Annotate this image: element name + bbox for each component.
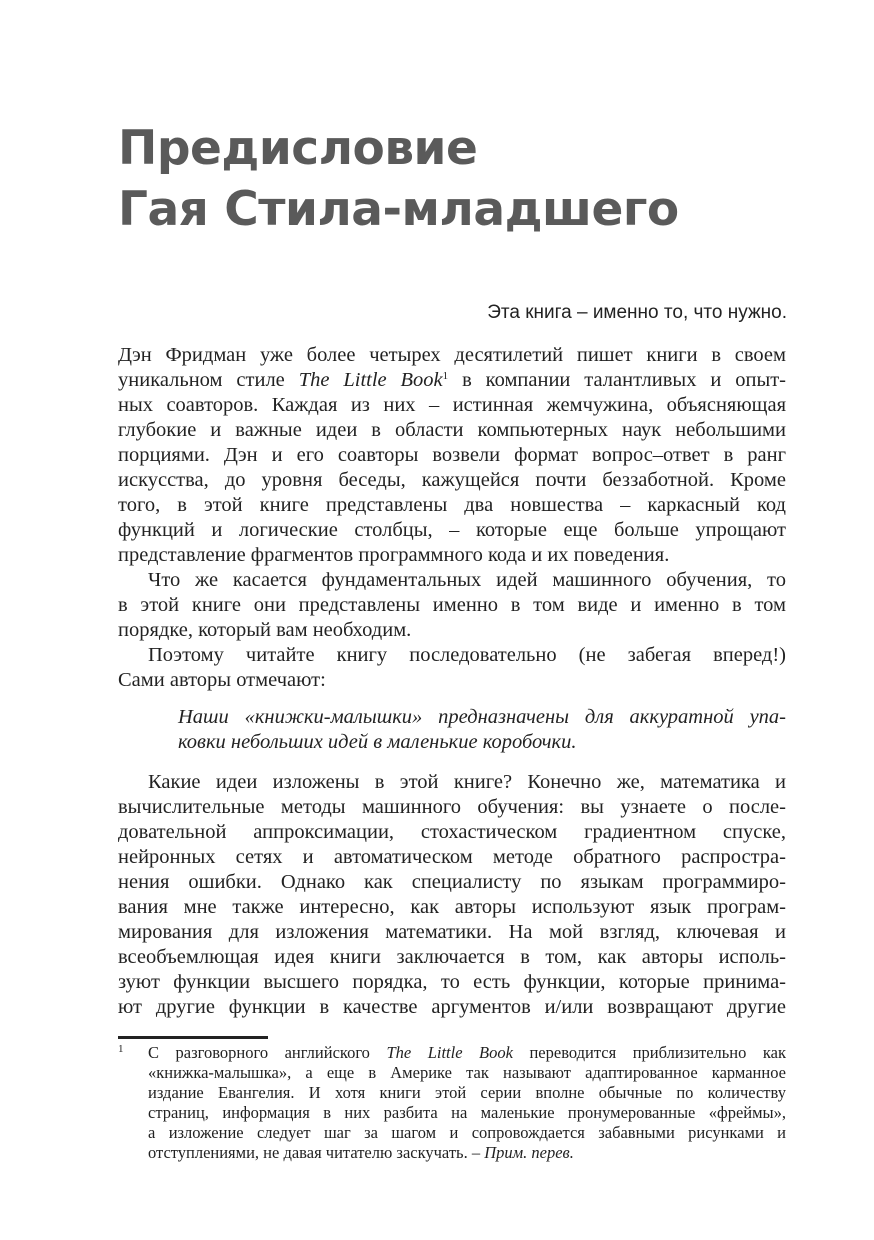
text-line — [118, 368, 786, 393]
book-title: The Little Book — [386, 1043, 513, 1062]
text-line: искусства, до уровня беседы, кажущейся почти беззаботной. Кроме — [118, 469, 786, 491]
text-line — [148, 1043, 786, 1063]
text-line: ют другие функции в качестве аргументов и/или возвращают другие — [118, 996, 786, 1018]
epigraph: Эта книга – именно то, что нужно. — [487, 302, 787, 323]
text-line: нения ошибки. Однако как специалисту по языкам программиро- — [118, 871, 786, 893]
spacer — [118, 755, 786, 770]
text-line: вания мне также интересно, как авторы используют язык програм- — [118, 896, 786, 918]
text-line: Наши «книжки-малышки» предназначены для аккуратной упа- — [178, 706, 786, 728]
text-line: а изложение следует шаг за шагом и сопровождается забавными рисунками и — [148, 1123, 786, 1142]
footnote-ref[interactable]: 1 — [442, 370, 449, 382]
text-line: ковки небольших идей в маленькие коробочки. — [178, 731, 577, 753]
paragraph-2 — [118, 568, 786, 643]
text-run: в компании талантливых и опыт- — [448, 369, 787, 391]
text-line — [148, 1143, 786, 1163]
text-line: функций и логические столбцы, – которые еще больше упрощают — [118, 519, 786, 541]
text-line: Сами авторы отмечают: — [118, 669, 326, 691]
text-line: Дэн Фридман уже более четырех десятилетий пишет книги в своем — [118, 344, 786, 366]
translator-note: Прим. перев. — [484, 1143, 574, 1162]
text-line: Что же касается фундаментальных идей машинного обучения, то — [148, 569, 786, 591]
text-run: переводится приблизительно как — [512, 1043, 786, 1062]
text-line: довательной аппроксимации, стохастическом градиентном спуске, — [118, 821, 786, 843]
text-line: того, в этой книге представлены два новшества – каркасный код — [118, 494, 786, 516]
text-line: ных соавторов. Каждая из них – истинная жемчужина, объясняющая — [118, 394, 786, 416]
text-line: представление фрагментов программного кода и их поведения. — [118, 544, 670, 566]
block-quote — [118, 705, 786, 755]
text-line: зуют функции высшего порядка, то есть функции, которые принима- — [118, 971, 786, 993]
chapter-title-line-1: Предисловие — [118, 121, 478, 176]
text-run: отступлениями, не давая читателю заскучать. – — [148, 1143, 485, 1162]
footnote-number: 1 — [118, 1043, 124, 1055]
text-line: страниц, информация в них разбита на маленькие пронумерованные «фреймы», — [148, 1103, 786, 1122]
text-line: «книжка-малышка», а еще в Америке так называют адаптированное карманное — [148, 1063, 786, 1082]
text-line: порциями. Дэн и его соавторы возвели формат вопрос–ответ в ранг — [118, 444, 786, 466]
text-line: нейронных сетях и автоматическом методе обратного распростра- — [118, 846, 786, 868]
text-line: Поэтому читайте книгу последовательно (не забегая вперед!) — [148, 644, 786, 666]
text-line: издание Евангелия. И хотя книги этой серии вполне обычные по количеству — [148, 1083, 786, 1102]
chapter-title — [118, 118, 679, 240]
spacer — [118, 693, 786, 705]
chapter-title-line-2: Гая Стила-младшего — [118, 182, 679, 237]
text-line: порядке, который вам необходим. — [118, 619, 412, 641]
footnote — [118, 1043, 786, 1163]
paragraph-4 — [118, 770, 786, 1020]
text-run: С разговорного английского — [148, 1043, 387, 1062]
text-line: вычислительные методы машинного обучения: вы узнаете о после- — [118, 796, 786, 818]
text-line: глубокие и важные идеи в области компьютерных наук небольшими — [118, 419, 786, 441]
text-line: всеобъемлющая идея книги заключается в том, как авторы исполь- — [118, 946, 786, 968]
footnote-divider — [118, 1036, 268, 1039]
paragraph-3 — [118, 643, 786, 693]
body-text — [118, 343, 786, 1020]
book-title: The Little Book — [298, 369, 443, 391]
paragraph-1 — [118, 343, 786, 568]
text-line: Какие идеи изложены в этой книге? Конечно же, математика и — [148, 771, 786, 793]
text-run: уникальном стиле — [118, 369, 299, 391]
text-line: мирования для изложения математики. На мой взгляд, ключевая и — [118, 921, 786, 943]
text-line: в этой книге они представлены именно в том виде и именно в том — [118, 594, 786, 616]
